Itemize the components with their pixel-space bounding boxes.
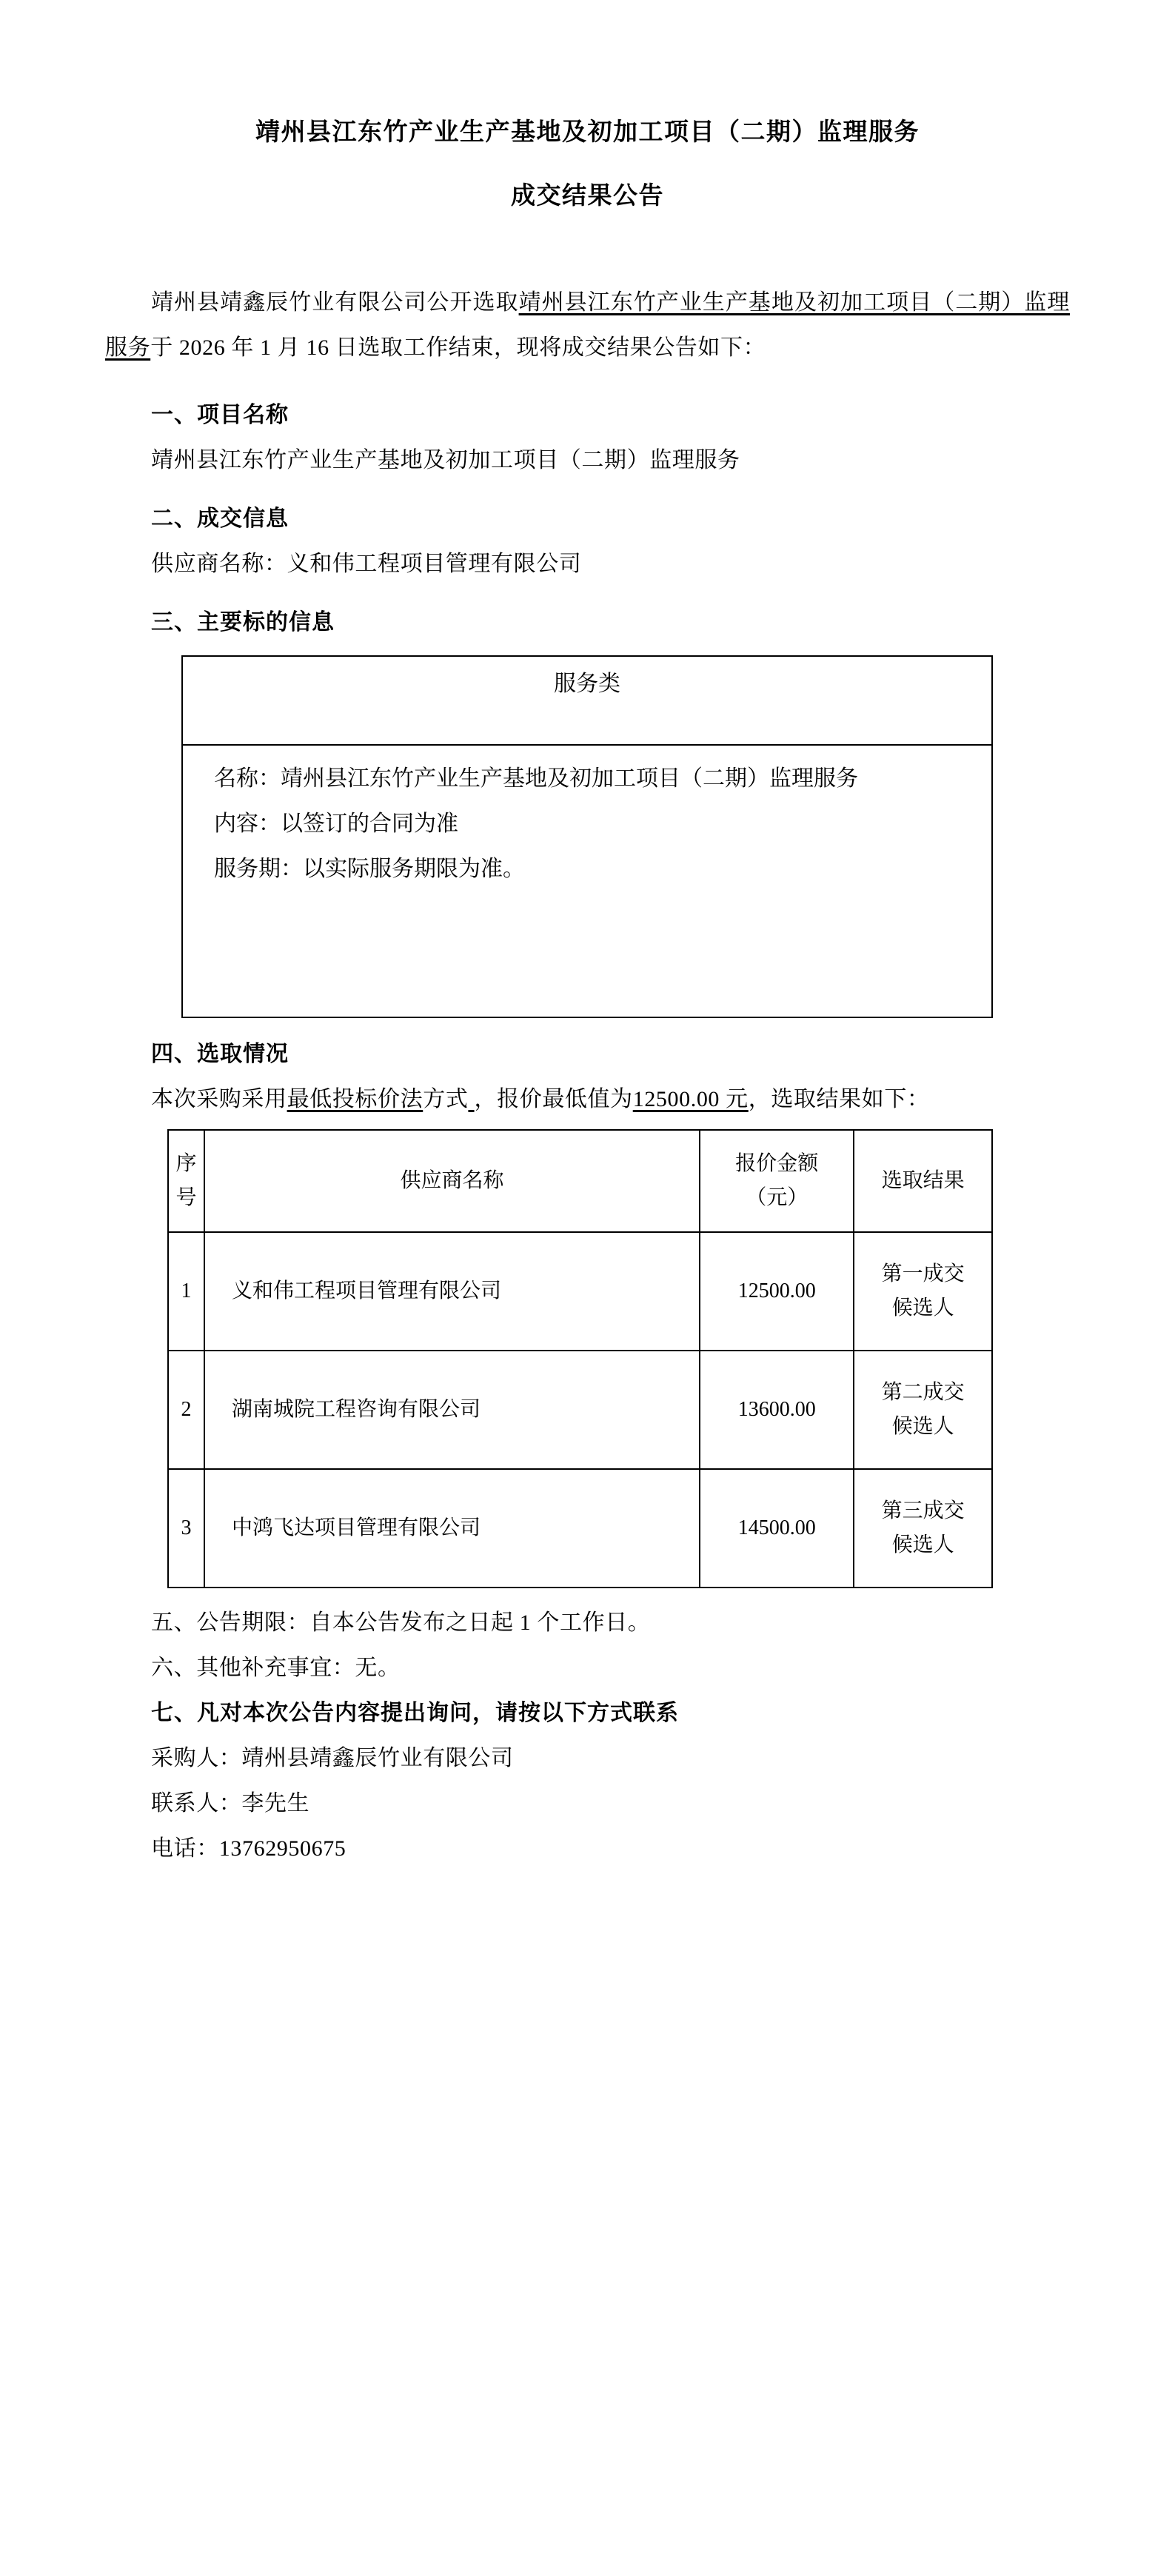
main-subject-table-header-text: 服务类 <box>554 672 620 696</box>
section-heading-3: 三、主要标的信息 <box>151 610 335 635</box>
cell-result-line1: 第三成交 <box>881 1499 965 1522</box>
column-header-amount-line2: （元） <box>746 1186 809 1209</box>
section-heading-7: 七、凡对本次公告内容提出询问，请按以下方式联系 <box>151 1701 679 1725</box>
section-heading-4: 四、选取情况 <box>151 1042 289 1066</box>
cell-result-line2: 候选人 <box>891 1415 954 1438</box>
table-row <box>168 1351 992 1469</box>
page-title-line-2: 成交结果公告 <box>511 182 664 210</box>
cell-result-line2: 候选人 <box>891 1297 954 1319</box>
intro-text-after: 于 2026 年 1 月 16 日选取工作结束，现将成交结果公告如下： <box>150 335 766 360</box>
cell-result <box>854 1351 992 1469</box>
section-body-1: 靖州县江东竹产业生产基地及初加工项目（二期）监理服务 <box>151 448 740 472</box>
cell-result <box>854 1232 992 1351</box>
main-subject-table <box>181 655 993 1018</box>
column-header-amount <box>700 1130 854 1232</box>
tail-sections <box>105 1600 1070 1871</box>
column-header-result: 选取结果 <box>854 1130 992 1232</box>
main-subject-table-header-cell <box>182 656 992 745</box>
intro-project-name-underlined: 靖州县江东竹产业生产基地及初加工项目（二期）监理服务 <box>105 290 1070 360</box>
intro-text-before: 靖州县靖鑫辰竹业有限公司公开选取 <box>151 290 519 315</box>
main-subject-item-content-value: 以签订的合同为准 <box>281 812 458 836</box>
lowest-bid-amount-underlined: 12500.00 元 <box>632 1087 749 1111</box>
cell-no: 2 <box>168 1351 204 1469</box>
column-header-no-line1: 序 <box>175 1152 197 1175</box>
selection-note-suffix: ，选取结果如下： <box>748 1087 930 1111</box>
bid-results-table-wrapper <box>105 1129 1070 1588</box>
main-subject-item-content <box>214 801 960 846</box>
main-subject-item-content-label: 内容： <box>214 812 281 836</box>
main-subject-item-name-value: 靖州县江东竹产业生产基地及初加工项目（二期）监理服务 <box>281 766 858 791</box>
main-subject-item-name-label: 名称： <box>214 766 281 791</box>
selection-method-underlined: 最低投标价法 <box>287 1087 424 1111</box>
cell-result-line2: 候选人 <box>891 1533 954 1556</box>
main-subject-item-period <box>214 846 960 891</box>
contact-person-line: 联系人：李先生 <box>151 1791 310 1816</box>
selection-note-paragraph <box>105 1077 1070 1122</box>
main-subject-item-period-label: 服务期： <box>214 857 303 881</box>
main-subject-table-wrapper <box>105 655 1070 1018</box>
table-row <box>168 1469 992 1588</box>
intro-block <box>105 280 1070 370</box>
section-heading-2: 二、成交信息 <box>151 506 289 531</box>
column-header-supplier: 供应商名称 <box>204 1130 700 1232</box>
cell-amount: 13600.00 <box>700 1351 854 1469</box>
section-heading-1: 一、项目名称 <box>151 403 289 427</box>
cell-no: 3 <box>168 1469 204 1588</box>
section-body-2: 供应商名称：义和伟工程项目管理有限公司 <box>151 552 582 576</box>
intro-paragraph <box>105 280 1070 370</box>
section-other-matters: 六、其他补充事宜：无。 <box>151 1656 401 1680</box>
cell-amount: 12500.00 <box>700 1232 854 1351</box>
selection-blank-underline <box>468 1087 474 1111</box>
table-header-row <box>168 1130 992 1232</box>
cell-result <box>854 1469 992 1588</box>
main-subject-item-name <box>214 756 960 801</box>
cell-supplier: 义和伟工程项目管理有限公司 <box>204 1232 700 1351</box>
table-row <box>182 656 992 745</box>
main-subject-table-body-cell <box>182 745 992 1017</box>
bid-results-table <box>167 1129 993 1588</box>
page-title-line-1: 靖州县江东竹产业生产基地及初加工项目（二期）监理服务 <box>255 119 920 146</box>
column-header-amount-line1: 报价金额 <box>735 1152 819 1175</box>
cell-result-line1: 第二成交 <box>881 1381 965 1404</box>
selection-note-prefix: 本次采购采用 <box>151 1087 287 1111</box>
phone-line: 电话：13762950675 <box>151 1836 347 1861</box>
cell-result-line1: 第一成交 <box>881 1262 965 1285</box>
column-header-no-line2: 号 <box>175 1186 197 1209</box>
cell-amount: 14500.00 <box>700 1469 854 1588</box>
selection-note-after-method: ，报价最低值为 <box>474 1087 633 1111</box>
selection-note-middle: 方式 <box>423 1087 469 1111</box>
table-row <box>168 1232 992 1351</box>
column-header-no <box>168 1130 204 1232</box>
purchaser-line: 采购人：靖州县靖鑫辰竹业有限公司 <box>151 1746 514 1770</box>
cell-no: 1 <box>168 1232 204 1351</box>
main-subject-item-period-value: 以实际服务期限为准。 <box>303 857 525 881</box>
table-row <box>182 745 992 1017</box>
cell-supplier: 中鸿飞达项目管理有限公司 <box>204 1469 700 1588</box>
section-announcement-period: 五、公告期限：自本公告发布之日起 1 个工作日。 <box>151 1610 651 1635</box>
cell-supplier: 湖南城院工程咨询有限公司 <box>204 1351 700 1469</box>
